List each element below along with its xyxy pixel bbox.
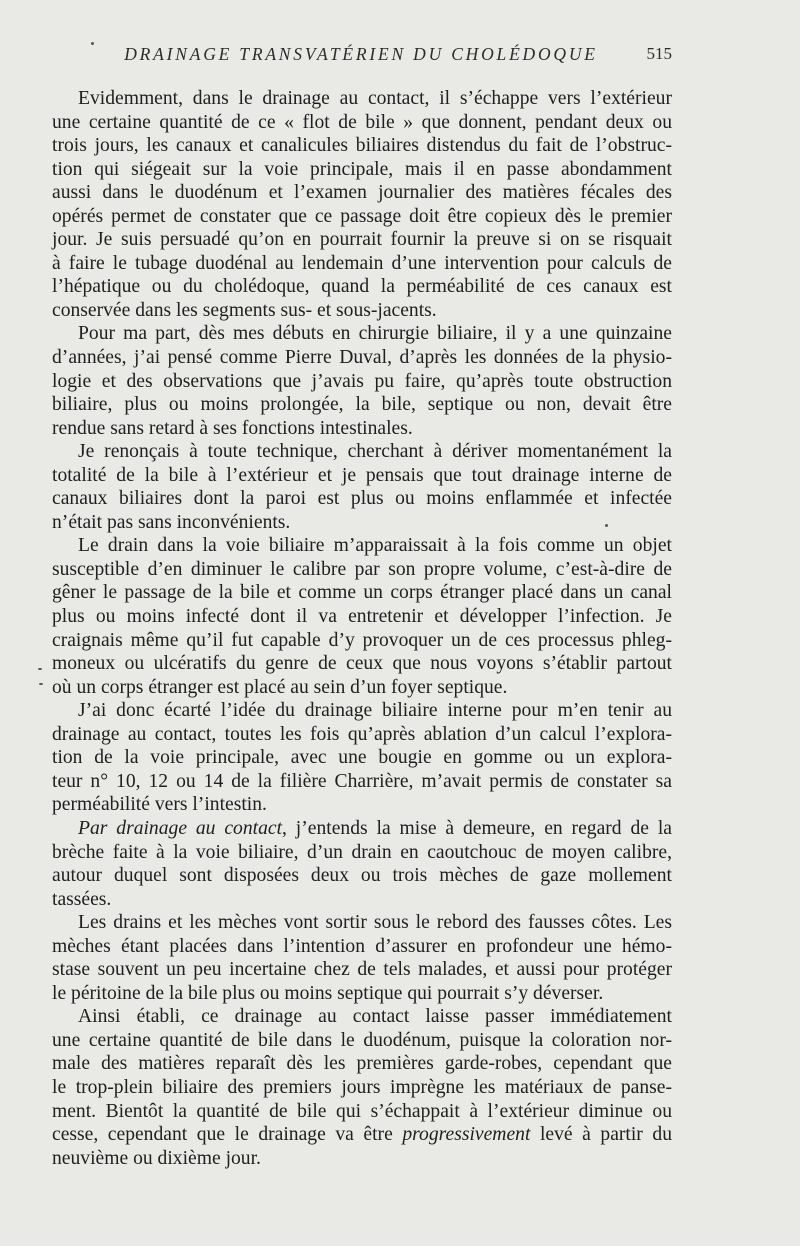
text-line: le trop-plein biliaire des premiers jours imprègne les matériaux de panse- [52,1076,672,1098]
text-line: ment. Bientôt la quantité de bile qui s’échappait à l’extérieur diminue ou [52,1100,672,1122]
scan-speck [39,683,43,685]
text-line: conservée dans les segments sus- et sous-jacents. [52,299,437,321]
line-continuation: , j’entends la mise à demeure, en regard de la [282,817,672,839]
line-end: levé à partir du [530,1124,672,1146]
text-line: Les drains et les mèches vont sortir sous le rebord des fausses côtes. Les [78,912,672,934]
text-line: biliaire, plus ou moins prolongée, la bile, septique ou non, devait être [52,394,672,416]
text-line: mèches étant placées dans l’intention d’assurer en profondeur une hémo- [52,935,672,957]
text-line [52,817,672,841]
running-header: DRAINAGE TRANSVATÉRIEN DU CHOLÉDOQUE [124,44,598,64]
text-line: opérés permet de constater que ce passage doit être copieux dès le premier [52,205,672,227]
text-line: susceptible d’en diminuer le calibre par son propre volume, c’est-à-dire de [52,558,672,580]
text-line: perméabilité vers l’intestin. [52,794,267,816]
paragraph [52,322,672,440]
text-line: neuvième ou dixième jour. [52,1147,261,1169]
text-line: d’années, j’ai pensé comme Pierre Duval, d’après les données de la physio- [52,347,672,369]
text-line: tion qui siégeait sur la voie principale, mais il en passe abondamment [52,158,672,180]
text-line: à faire le tubage duodénal au lendemain d’une intervention pour calculs de [52,252,672,274]
page-number: 515 [646,44,672,63]
text-line: trois jours, les canaux et canalicules biliaires distendus du fait de l’obstruc- [52,135,672,157]
text-line: Ainsi établi, ce drainage au contact laisse passer immédiatement [78,1006,672,1028]
text-line: plus ou moins infecté dont il va entretenir et développer l’infection. Je [52,606,672,628]
text-line: rendue sans retard à ses fonctions intestinales. [52,417,413,439]
text-line: Evidemment, dans le drainage au contact, il s’échappe vers l’extérieur [78,88,672,109]
text-line: une certaine quantité de ce « flot de bile » que donnent, pendant deux ou [52,111,672,133]
text-line: tassées. [52,888,112,910]
text-line: totalité de la bile à l’extérieur et je pensais que tout drainage interne de [52,464,672,486]
text-line: l’hépatique ou du cholédoque, quand la perméabilité de ces canaux est [52,276,672,298]
body-text [52,87,672,1170]
text-line: le péritoine de la bile plus ou moins septique qui pourrait s’y déverser. [52,982,604,1004]
text-line: une certaine quantité de bile dans le duodénum, puisque la coloration nor- [52,1029,672,1051]
text-line: jour. Je suis persuadé qu’on en pourrait fournir la preuve si on se risquait [52,229,672,251]
paragraph [52,699,672,817]
text-line: n’était pas sans inconvénients. [52,511,291,533]
text-line: Le drain dans la voie biliaire m’apparaissait à la fois comme un objet [78,535,672,557]
text-line: stase souvent un peu incertaine chez de tels malades, et aussi pour protéger [52,959,672,981]
text-line: Pour ma part, dès mes débuts en chirurgie biliaire, il y a une quinzaine [78,323,672,345]
text-line: logie et des observations que j’avais pu faire, qu’après toute obstruction [52,370,672,392]
text-line: teur n° 10, 12 ou 14 de la filière Charrière, m’avait permis de constater sa [52,770,672,792]
text-line: drainage au contact, toutes les fois qu’après ablation d’un calcul l’explora- [52,723,672,745]
paragraph [52,911,672,1005]
italic-term: progressivement [402,1124,531,1146]
text-line: tion de la voie principale, avec une bougie en gomme ou un explora- [52,747,672,769]
paragraph [52,440,672,534]
text-line: autour duquel sont disposées deux ou trois mèches de gaze mollement [52,865,672,887]
scan-speck [91,42,94,45]
line-start: cesse, cependant que le drainage va être [52,1124,403,1146]
text-line: craignais même qu’il fut capable d’y provoquer un de ces processus phleg- [52,629,672,651]
paragraph [52,87,672,322]
paragraph [52,817,672,911]
scan-speck [38,668,42,670]
text-line: Je renonçais à toute technique, cherchant à dériver momentanément la [78,441,672,463]
text-line: gêner le passage de la bile et comme un corps étranger placé dans un canal [52,582,672,604]
text-line: brèche faite à la voie biliaire, d’un drain en caoutchouc de moyen calibre, [52,841,672,863]
italic-term: Par drainage au contact [78,817,283,839]
paragraph [52,534,672,699]
text-line: J’ai donc écarté l’idée du drainage biliaire interne pour m’en tenir au [78,700,672,722]
text-line: où un corps étranger est placé au sein d’un foyer septique. [52,676,508,698]
text-line: male des matières reparaît dès les premières garde-robes, cependant que [52,1053,672,1075]
text-line [52,1123,672,1147]
paragraph [52,1005,672,1170]
text-line: moneux ou ulcératifs du genre de ceux que nous voyons s’établir partout [52,653,672,675]
text-line: aussi dans le duodénum et l’examen journalier des matières fécales des [52,182,672,204]
text-line: canaux biliaires dont la paroi est plus ou moins enflammée et infectée [52,488,672,510]
